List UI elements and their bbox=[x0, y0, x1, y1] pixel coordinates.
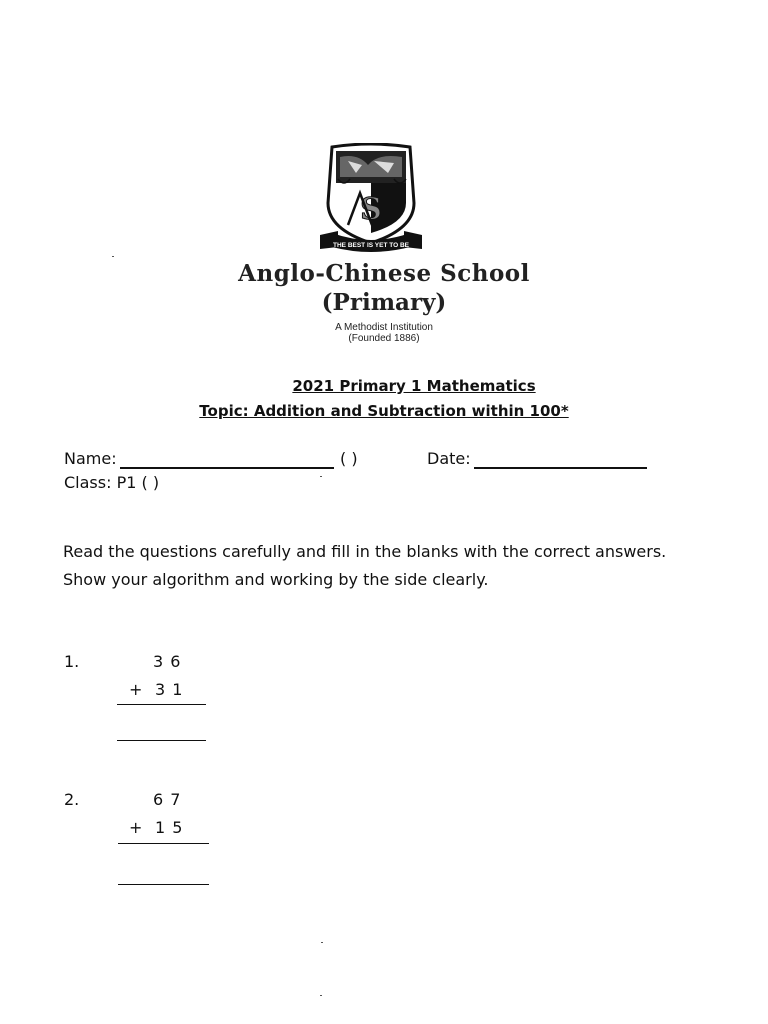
svg-text:S: S bbox=[360, 192, 382, 227]
school-crest-logo bbox=[318, 143, 424, 255]
instructions-text: Read the questions carefully and fill in the blanks with the correct answers. Show your algorithm and working by the side clearly. bbox=[63, 542, 667, 589]
school-subtitle-line2: (Founded 1886) bbox=[348, 333, 420, 344]
question-2-answer-line[interactable] bbox=[118, 884, 209, 885]
question-1-number: 1. bbox=[64, 652, 80, 671]
date-label: Date: bbox=[427, 449, 471, 468]
question-2-top-operand: 6 7 bbox=[153, 790, 182, 809]
question-1-bottom-operand: 3 1 bbox=[155, 680, 184, 699]
question-1-plus-sign: + bbox=[129, 680, 144, 699]
school-name-line1: Anglo-Chinese School bbox=[238, 260, 530, 287]
scan-speck bbox=[320, 995, 322, 996]
question-2-sum-line bbox=[118, 843, 209, 844]
name-label: Name: bbox=[64, 449, 117, 468]
question-1-answer-line[interactable] bbox=[117, 740, 206, 741]
class-label: Class: P1 ( ) bbox=[64, 473, 160, 492]
school-subtitle-line1: A Methodist Institution bbox=[335, 322, 433, 333]
worksheet-topic: Topic: Addition and Subtraction within 100* bbox=[199, 402, 569, 420]
school-name-line2: (Primary) bbox=[321, 289, 447, 316]
question-2-bottom-operand: 1 5 bbox=[155, 818, 184, 837]
scan-speck bbox=[320, 476, 322, 477]
scan-speck bbox=[112, 256, 114, 257]
question-2-number: 2. bbox=[64, 790, 80, 809]
name-blank-line[interactable] bbox=[120, 467, 334, 469]
date-blank-line[interactable] bbox=[474, 467, 647, 469]
index-number-brackets: ( ) bbox=[340, 449, 358, 468]
question-2-plus-sign: + bbox=[129, 818, 144, 837]
worksheet-title: 2021 Primary 1 Mathematics bbox=[292, 377, 536, 395]
question-1-sum-line bbox=[117, 704, 206, 705]
scan-speck bbox=[321, 942, 323, 943]
question-1-top-operand: 3 6 bbox=[153, 652, 182, 671]
crest-motto: THE BEST IS YET TO BE bbox=[333, 242, 409, 249]
